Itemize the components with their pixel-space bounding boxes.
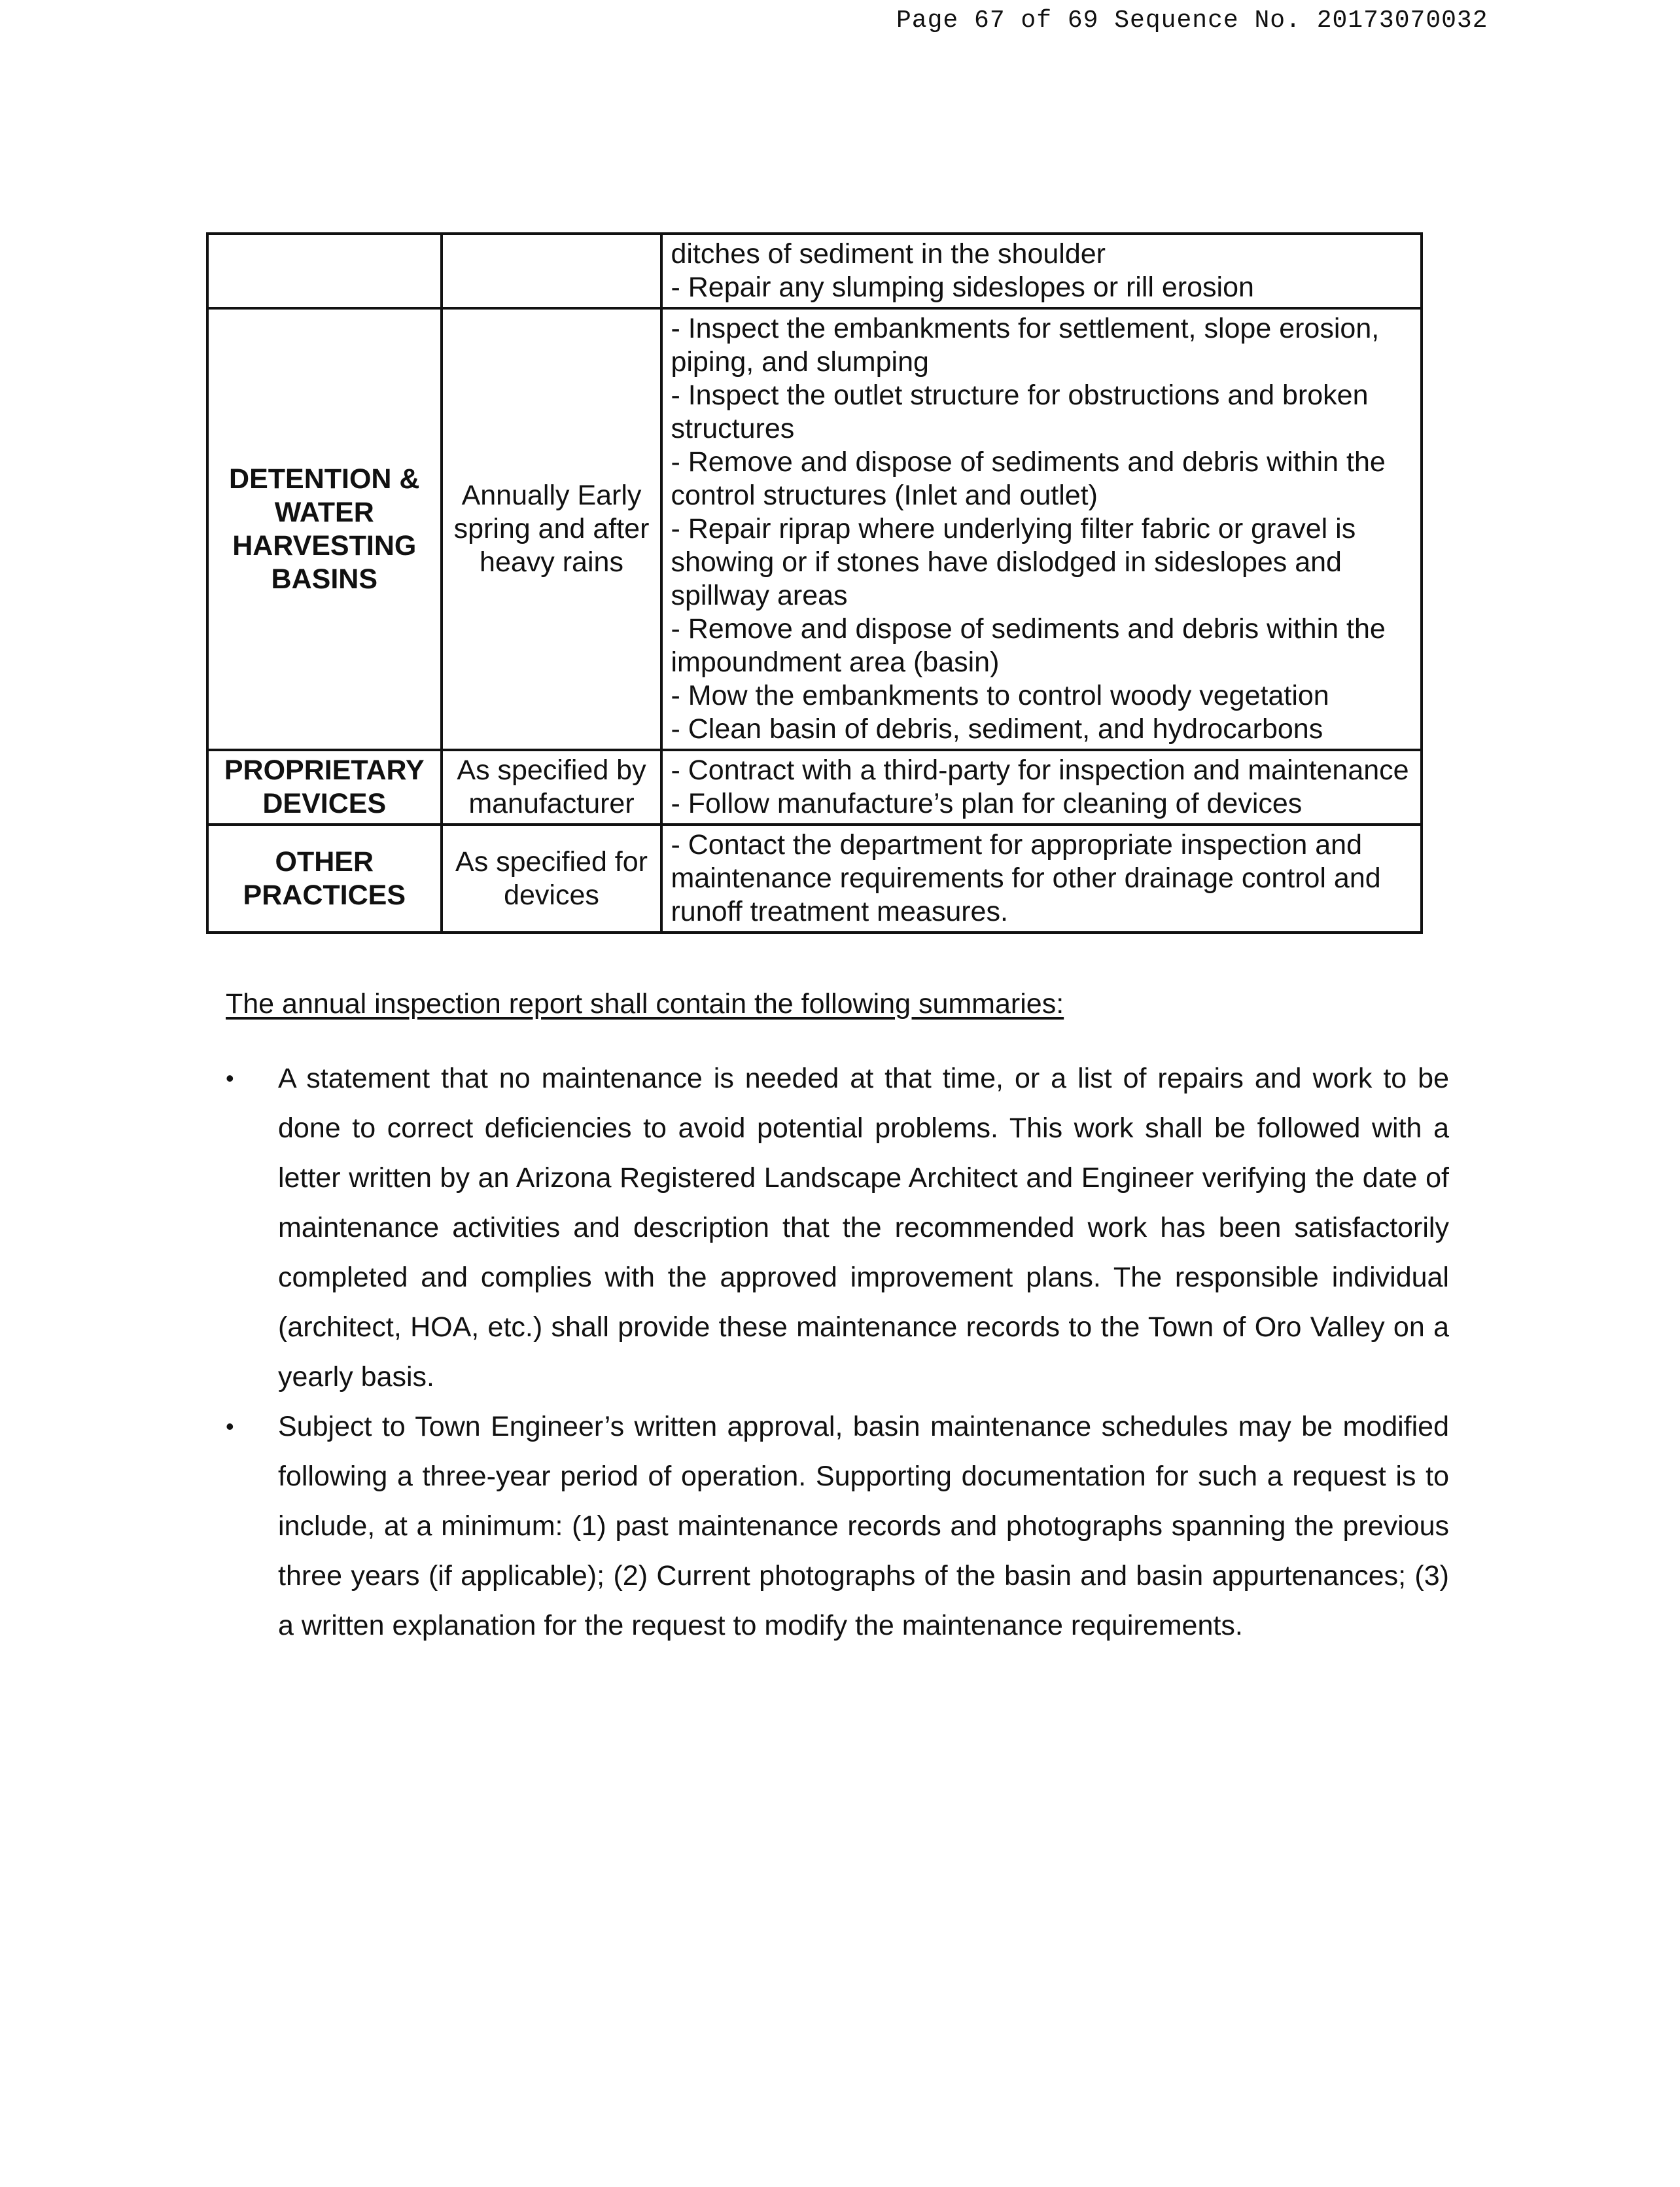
table-row [207, 234, 1422, 308]
report-bullet-list [219, 1054, 1449, 1650]
category-cell [207, 234, 442, 308]
frequency-cell: As specified by manufacturer [442, 750, 662, 825]
action-item: - Mow the embankments to control woody vegetation [671, 680, 1329, 711]
frequency-cell: Annually Early spring and after heavy rains [442, 308, 662, 750]
frequency-cell [442, 234, 662, 308]
bullet-text: A statement that no maintenance is needed at that time, or a list of repairs and work to be done to correct deficiencies to avoid potential problems. This work shall be followed with a letter written by an Arizona Registered Landscape Architect and Engineer verifying the date of maintenance activities and description that the recommended work has been satisfactorily completed and complies with the approved improvement plans. The responsible individual (architect, HOA, etc.) shall provide these maintenance records to the Town of Oro Valley on a yearly basis. [278, 1063, 1449, 1393]
action-item: - Clean basin of debris, sediment, and hydrocarbons [671, 713, 1323, 745]
table-row [207, 750, 1422, 825]
category-cell: DETENTION & WATER HARVESTING BASINS [207, 308, 442, 750]
action-item: - Repair riprap where underlying filter fabric or gravel is showing or if stones have dislodged in sideslopes and spillway areas [671, 513, 1356, 611]
maintenance-table [206, 232, 1423, 934]
action-item: ditches of sediment in the shoulder [671, 238, 1106, 270]
action-item: - Remove and dispose of sediments and debris within the impoundment area (basin) [671, 613, 1386, 678]
action-item: - Repair any slumping sideslopes or rill erosion [671, 272, 1254, 303]
action-item: - Contract with a third-party for inspection and maintenance [671, 755, 1409, 786]
bullet-text: Subject to Town Engineer’s written approval, basin maintenance schedules may be modified following a three-year period of operation. Supporting documentation for such a request is to include, at a minimum: (1) past maintenance records and photographs spanning the previous three years (if applicable); (2) Current photographs of the basin and basin appurtenances; (3) a written explanation for the request to modify the maintenance requirements. [278, 1411, 1449, 1641]
frequency-cell: As specified for devices [442, 825, 662, 933]
actions-cell [661, 825, 1422, 933]
action-item: - Contact the department for appropriate inspection and maintenance requirements for other drainage control and runoff treatment measures. [671, 829, 1381, 927]
actions-cell [661, 308, 1422, 750]
bullet-icon: • [226, 1065, 234, 1092]
report-heading: The annual inspection report shall contain the following summaries: [226, 988, 1064, 1020]
category-cell: PROPRIETARY DEVICES [207, 750, 442, 825]
actions-cell [661, 234, 1422, 308]
bullet-icon: • [226, 1413, 234, 1440]
category-cell: OTHER PRACTICES [207, 825, 442, 933]
action-item: - Follow manufacture’s plan for cleaning of devices [671, 788, 1303, 819]
action-item: - Inspect the embankments for settlement, slope erosion, piping, and slumping [671, 313, 1380, 378]
actions-cell [661, 750, 1422, 825]
action-item: - Remove and dispose of sediments and debris within the control structures (Inlet and outlet) [671, 446, 1386, 511]
list-item [219, 1402, 1449, 1650]
list-item [219, 1054, 1449, 1402]
action-item: - Inspect the outlet structure for obstructions and broken structures [671, 380, 1369, 444]
table-row [207, 825, 1422, 933]
table-row [207, 308, 1422, 750]
page-header: Page 67 of 69 Sequence No. 20173070032 [896, 7, 1488, 35]
